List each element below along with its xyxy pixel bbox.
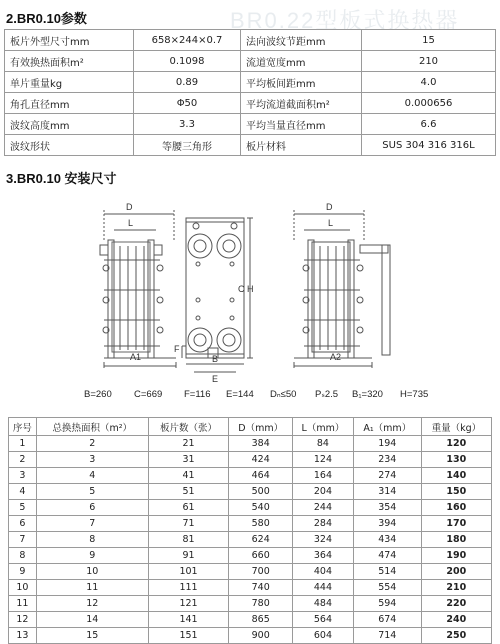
table-cell: 444 bbox=[293, 580, 354, 596]
table-row bbox=[9, 468, 492, 484]
table-cell: 10 bbox=[9, 580, 37, 596]
table-cell: 190 bbox=[421, 548, 491, 564]
footnote-dn: Dₙ≤50 bbox=[270, 389, 297, 400]
table-cell: 3 bbox=[9, 468, 37, 484]
parameter-label: 平均流道截面积m² bbox=[241, 93, 362, 114]
table-cell: 5 bbox=[9, 500, 37, 516]
parameter-label: 波纹高度mm bbox=[5, 114, 134, 135]
table-cell: 314 bbox=[353, 484, 421, 500]
table-cell: 204 bbox=[293, 484, 354, 500]
dim-label-e: E bbox=[212, 374, 219, 384]
table-cell: 120 bbox=[421, 436, 491, 452]
dim-label-f: F bbox=[174, 344, 180, 354]
dim-label-ch: C H bbox=[238, 284, 254, 294]
parameter-value: 等腰三角形 bbox=[134, 135, 241, 156]
table-cell: 140 bbox=[421, 468, 491, 484]
footnote-b: B=260 bbox=[84, 389, 112, 400]
table-row bbox=[9, 532, 492, 548]
table-cell: 180 bbox=[421, 532, 491, 548]
parameter-label: 单片重量kg bbox=[5, 72, 134, 93]
table-cell: 71 bbox=[148, 516, 229, 532]
table-cell: 660 bbox=[229, 548, 293, 564]
table-cell: 15 bbox=[36, 628, 148, 644]
parameter-label: 波纹形状 bbox=[5, 135, 134, 156]
table-cell: 11 bbox=[9, 596, 37, 612]
dim-label-d-right: D bbox=[326, 202, 333, 212]
table-cell: 31 bbox=[148, 452, 229, 468]
parameter-value: 0.1098 bbox=[134, 51, 241, 72]
table-cell: 464 bbox=[229, 468, 293, 484]
table-row bbox=[9, 564, 492, 580]
table-cell: 865 bbox=[229, 612, 293, 628]
left-unit-drawing bbox=[100, 210, 176, 368]
table-cell: 9 bbox=[9, 564, 37, 580]
table-cell: 604 bbox=[293, 628, 354, 644]
table-cell: 91 bbox=[148, 548, 229, 564]
table-cell: 354 bbox=[353, 500, 421, 516]
dim-label-a2: A2 bbox=[330, 352, 342, 362]
table-cell: 594 bbox=[353, 596, 421, 612]
table-cell: 130 bbox=[421, 452, 491, 468]
table-cell: 364 bbox=[293, 548, 354, 564]
table-cell: 124 bbox=[293, 452, 354, 468]
table-row bbox=[9, 612, 492, 628]
table-cell: 714 bbox=[353, 628, 421, 644]
table-row bbox=[9, 596, 492, 612]
table-cell: 250 bbox=[421, 628, 491, 644]
footnote-c: C=669 bbox=[134, 389, 163, 400]
column-header: 重量（kg） bbox=[421, 418, 491, 436]
table-cell: 21 bbox=[148, 436, 229, 452]
table-cell: 4 bbox=[9, 484, 37, 500]
table-cell: 3 bbox=[36, 452, 148, 468]
table-cell: 84 bbox=[293, 436, 354, 452]
footnote-b1: B₁=320 bbox=[352, 389, 383, 400]
table-cell: 210 bbox=[421, 580, 491, 596]
table-cell: 1 bbox=[9, 436, 37, 452]
watermark: BR0.22型板式换热器 bbox=[230, 8, 460, 33]
table-cell: 484 bbox=[293, 596, 354, 612]
table-cell: 14 bbox=[36, 612, 148, 628]
table-cell: 121 bbox=[148, 596, 229, 612]
table-cell: 540 bbox=[229, 500, 293, 516]
table-cell: 2 bbox=[9, 452, 37, 468]
table-cell: 101 bbox=[148, 564, 229, 580]
column-header: D（mm） bbox=[229, 418, 293, 436]
table-cell: 160 bbox=[421, 500, 491, 516]
column-header: L（mm） bbox=[293, 418, 354, 436]
parameter-label: 平均当量直径mm bbox=[241, 114, 362, 135]
table-cell: 12 bbox=[36, 596, 148, 612]
dim-label-a1: A1 bbox=[130, 352, 142, 362]
column-header: 板片数（张） bbox=[148, 418, 229, 436]
parameter-label: 板片外型尺寸mm bbox=[5, 30, 134, 51]
table-cell: 424 bbox=[229, 452, 293, 468]
table-cell: 284 bbox=[293, 516, 354, 532]
dim-label-l-right: L bbox=[328, 218, 334, 228]
table-cell: 7 bbox=[9, 532, 37, 548]
table-cell: 384 bbox=[229, 436, 293, 452]
section-heading-installation: 3.BR0.10 安装尺寸 bbox=[6, 171, 117, 186]
table-cell: 674 bbox=[353, 612, 421, 628]
dim-label-d-left: D bbox=[126, 202, 133, 212]
dim-label-l-left: L bbox=[128, 218, 134, 228]
table-cell: 9 bbox=[36, 548, 148, 564]
table-cell: 6 bbox=[9, 516, 37, 532]
table-cell: 6 bbox=[36, 500, 148, 516]
table-cell: 41 bbox=[148, 468, 229, 484]
table-cell: 12 bbox=[9, 612, 37, 628]
parameter-label: 流道宽度mm bbox=[241, 51, 362, 72]
table-cell: 7 bbox=[36, 516, 148, 532]
table-cell: 240 bbox=[421, 612, 491, 628]
table-cell: 474 bbox=[353, 548, 421, 564]
table-cell: 780 bbox=[229, 596, 293, 612]
footnote-f: F=116 bbox=[184, 389, 211, 400]
table-cell: 514 bbox=[353, 564, 421, 580]
parameter-value: 3.3 bbox=[134, 114, 241, 135]
right-unit-drawing bbox=[294, 210, 390, 368]
column-header: 序号 bbox=[9, 418, 37, 436]
parameter-value: 658×244×0.7 bbox=[134, 30, 241, 51]
section-heading-parameters: 2.BR0.10参数 bbox=[6, 11, 87, 26]
parameter-label: 角孔直径mm bbox=[5, 93, 134, 114]
footnote-e: E=144 bbox=[226, 389, 254, 400]
table-row bbox=[9, 580, 492, 596]
table-cell: 740 bbox=[229, 580, 293, 596]
table-cell: 151 bbox=[148, 628, 229, 644]
parameter-label: 有效换热面积m² bbox=[5, 51, 134, 72]
table-cell: 500 bbox=[229, 484, 293, 500]
table-cell: 51 bbox=[148, 484, 229, 500]
table-row bbox=[9, 484, 492, 500]
table-cell: 194 bbox=[353, 436, 421, 452]
table-cell: 554 bbox=[353, 580, 421, 596]
column-header: A₁（mm） bbox=[353, 418, 421, 436]
table-cell: 394 bbox=[353, 516, 421, 532]
table-cell: 10 bbox=[36, 564, 148, 580]
footnote-p: Pₛ2.5 bbox=[315, 389, 339, 400]
parameter-label: 平均板间距mm bbox=[241, 72, 362, 93]
table-cell: 4 bbox=[36, 468, 148, 484]
table-cell: 13 bbox=[9, 628, 37, 644]
table-cell: 434 bbox=[353, 532, 421, 548]
table-cell: 111 bbox=[148, 580, 229, 596]
table-row bbox=[9, 452, 492, 468]
table-cell: 2 bbox=[36, 436, 148, 452]
parameter-value: SUS 304 316 316L bbox=[362, 135, 496, 156]
dim-label-b: B bbox=[212, 354, 219, 364]
table-cell: 700 bbox=[229, 564, 293, 580]
parameter-label: 法向波纹节距mm bbox=[241, 30, 362, 51]
parameter-value: 0.000656 bbox=[362, 93, 496, 114]
parameter-label: 板片材料 bbox=[241, 135, 362, 156]
table-cell: 5 bbox=[36, 484, 148, 500]
table-cell: 81 bbox=[148, 532, 229, 548]
footnote-h: H=735 bbox=[400, 389, 429, 400]
table-row bbox=[9, 516, 492, 532]
table-cell: 200 bbox=[421, 564, 491, 580]
table-cell: 220 bbox=[421, 596, 491, 612]
model-spec-table bbox=[8, 417, 492, 644]
parameter-value: 0.89 bbox=[134, 72, 241, 93]
table-cell: 11 bbox=[36, 580, 148, 596]
middle-unit-drawing bbox=[182, 218, 253, 372]
table-cell: 274 bbox=[353, 468, 421, 484]
table-cell: 141 bbox=[148, 612, 229, 628]
table-cell: 8 bbox=[9, 548, 37, 564]
table-cell: 564 bbox=[293, 612, 354, 628]
table-cell: 900 bbox=[229, 628, 293, 644]
parameter-value: 4.0 bbox=[362, 72, 496, 93]
parameter-value: Φ50 bbox=[134, 93, 241, 114]
table-cell: 404 bbox=[293, 564, 354, 580]
table-cell: 234 bbox=[353, 452, 421, 468]
table-cell: 580 bbox=[229, 516, 293, 532]
parameter-value: 210 bbox=[362, 51, 496, 72]
table-cell: 170 bbox=[421, 516, 491, 532]
table-cell: 61 bbox=[148, 500, 229, 516]
table-row bbox=[9, 628, 492, 644]
table-row bbox=[9, 548, 492, 564]
table-cell: 8 bbox=[36, 532, 148, 548]
table-row bbox=[9, 436, 492, 452]
table-cell: 624 bbox=[229, 532, 293, 548]
table-row bbox=[9, 500, 492, 516]
parameter-value: 6.6 bbox=[362, 114, 496, 135]
table-cell: 164 bbox=[293, 468, 354, 484]
table-cell: 324 bbox=[293, 532, 354, 548]
table-cell: 150 bbox=[421, 484, 491, 500]
table-cell: 244 bbox=[293, 500, 354, 516]
parameter-value: 15 bbox=[362, 30, 496, 51]
column-header: 总换热面积（m²） bbox=[36, 418, 148, 436]
